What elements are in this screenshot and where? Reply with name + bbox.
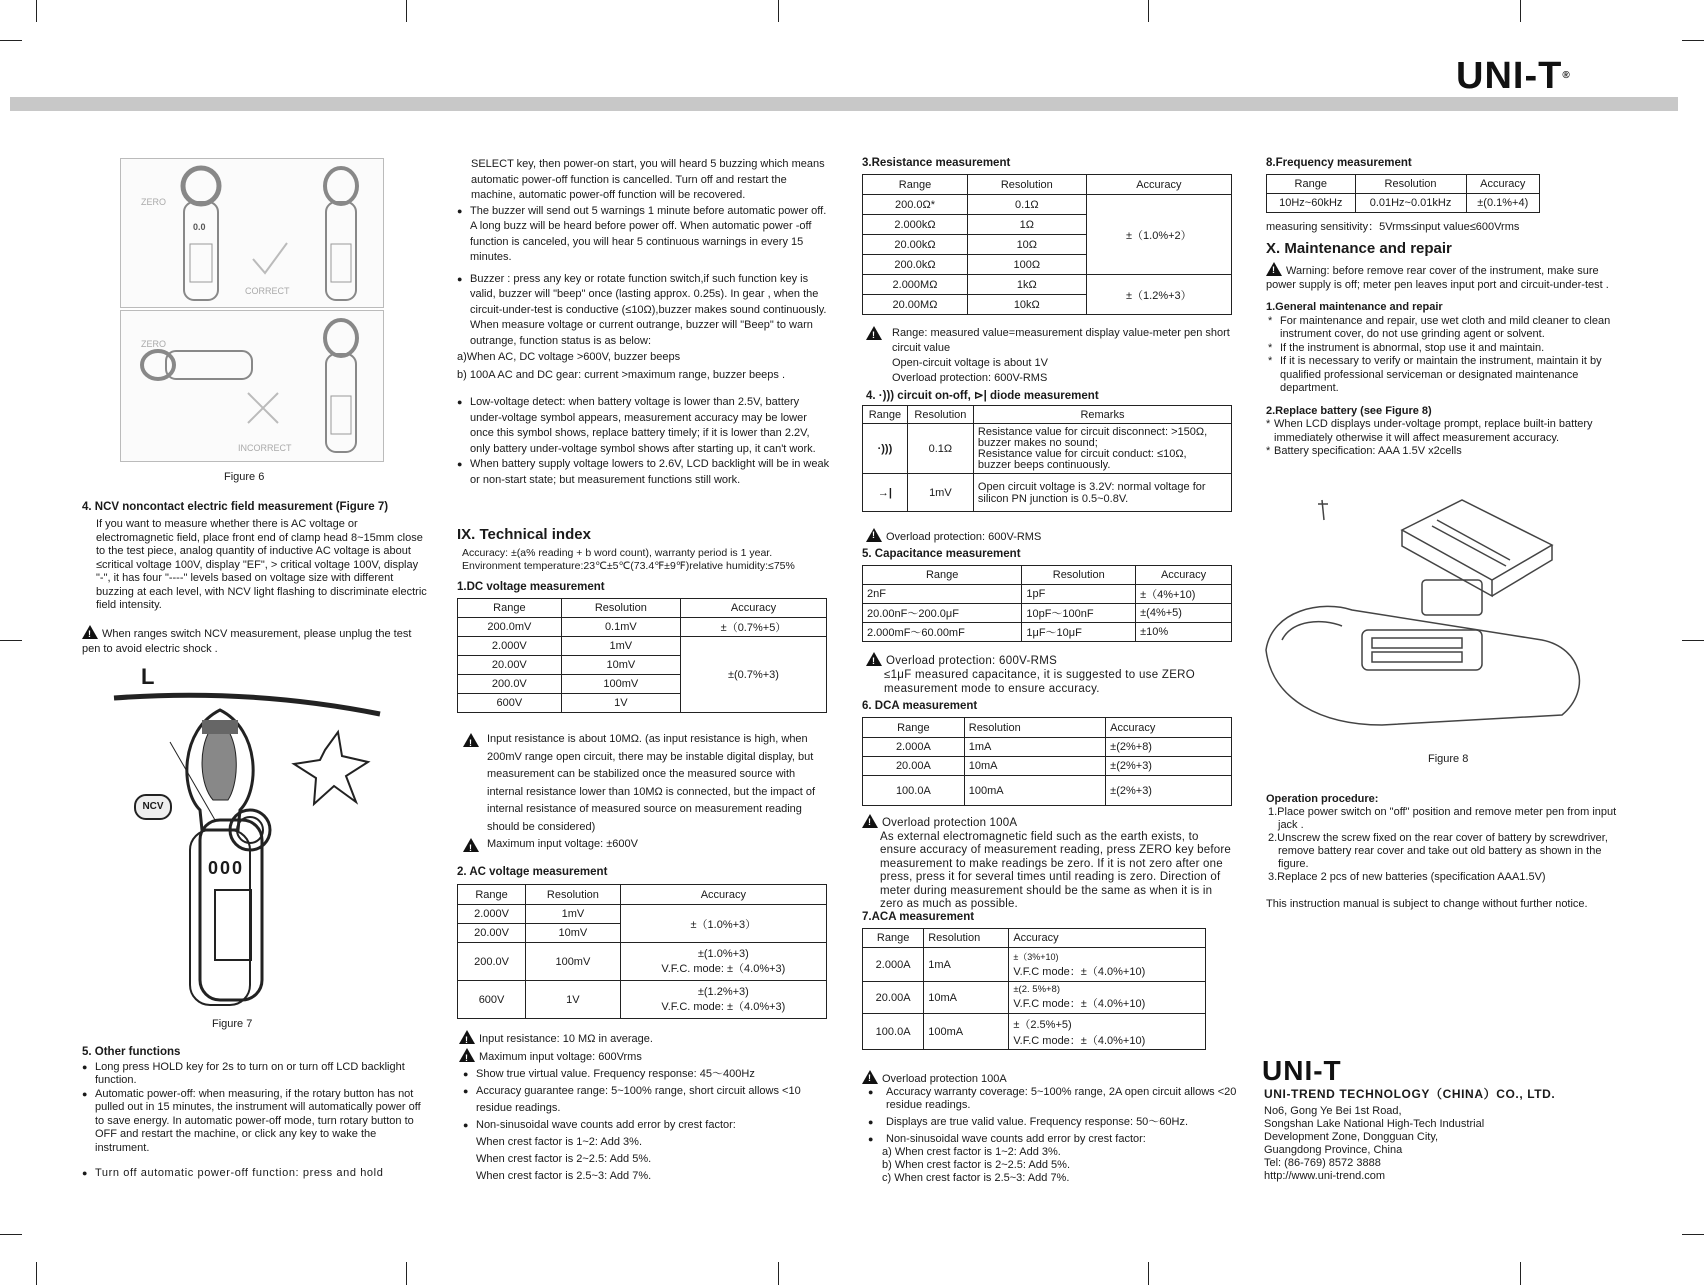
company-address: [1264, 1105, 1604, 1183]
list-item: 1.Place power switch on "off" position and remove meter pen from input jack .: [1268, 806, 1617, 831]
frequency-sensitivity: measuring sensitivity：5Vrms≤input value≤600Vrms: [1266, 221, 1520, 233]
table-header: Resolution: [907, 406, 973, 424]
table-cell: 100mA: [924, 1014, 1009, 1050]
table-header: Range: [863, 718, 965, 738]
table-cell: 1pF: [1022, 585, 1136, 604]
crop-mark: [406, 0, 407, 22]
figure-7-caption: Figure 7: [212, 1018, 253, 1030]
figure-7-illustration: [110, 690, 390, 1010]
ncv-badge: NCV: [134, 794, 172, 820]
table-cell: 10pF～100nF: [1022, 604, 1136, 623]
dca-table: [862, 717, 1232, 806]
table-cell: ±(2%+3): [1106, 757, 1232, 776]
table-header: Resolution: [561, 599, 680, 618]
ncv-title: 4. NCV noncontact electric field measurement (Figure 7): [82, 501, 389, 513]
environment-note: Environment temperature:23℃±5℃(73.4℉±9℉)relative humidity:≤75%: [462, 560, 795, 572]
table-cell: 10mA: [964, 757, 1105, 776]
table-cell: ±（4%+10): [1136, 585, 1232, 604]
header-bar: [10, 97, 1678, 111]
ac-notes: [459, 1030, 834, 1185]
other-title: 5. Other functions: [82, 1046, 181, 1058]
website-link: http://www.uni-trend.com: [1264, 1170, 1386, 1182]
crop-mark: [0, 1234, 22, 1235]
crop-mark: [778, 0, 779, 22]
table-cell: 100.0A: [863, 1014, 924, 1050]
crest-line: a) When crest factor is 1~2: Add 3%.: [882, 1146, 1061, 1158]
table-cell: ±(0.7%+3): [680, 637, 826, 713]
capacitance-table: [862, 565, 1232, 642]
crop-mark: [1682, 640, 1704, 641]
operation-section: [1266, 793, 1622, 911]
tech-index-intro: [462, 547, 842, 573]
crop-mark: [36, 1262, 37, 1285]
table-cell: 1kΩ: [967, 275, 1086, 295]
table-cell: Open circuit voltage is 3.2V: normal voltage for silicon PN junction is 0.5~0.8V.: [973, 474, 1231, 512]
table-cell: 20.00MΩ: [863, 295, 968, 315]
dc-title: 1.DC voltage measurement: [457, 581, 605, 593]
list-item: ● Show true virtual value. Frequency response: 45～400Hz: [463, 1066, 834, 1083]
notice: This instruction manual is subject to change without further notice.: [1266, 898, 1588, 910]
tech-index-title: IX. Technical index: [457, 526, 591, 543]
table-cell: 100mV: [561, 675, 680, 694]
table-header: Accuracy: [1086, 175, 1231, 195]
crop-mark: [1520, 1262, 1521, 1285]
table-header: Range: [863, 406, 908, 424]
warning-icon: [463, 838, 479, 852]
address-line: Development Zone, Dongguan City,: [1264, 1131, 1439, 1143]
table-cell: 600V: [458, 694, 562, 713]
table-cell: 10mV: [526, 924, 621, 943]
table-cell: 1Ω: [967, 215, 1086, 235]
table-cell: 200.0V: [458, 675, 562, 694]
table-cell: 1mV: [526, 905, 621, 924]
table-cell: 20.00V: [458, 924, 526, 943]
table-cell: 2nF: [863, 585, 1022, 604]
table-cell: ±(1.0%+3) V.F.C. mode: ±（4.0%+3): [620, 943, 826, 981]
crest-line: b) When crest factor is 2~2.5: Add 5%.: [882, 1159, 1071, 1171]
table-cell: 1mV: [561, 637, 680, 656]
table-header: Resolution: [526, 885, 621, 905]
clamp-meter-illustration: [176, 164, 226, 304]
capacitance-notes: [866, 652, 1238, 696]
cross-icon: [246, 391, 280, 425]
table-cell: 20.00A: [863, 982, 924, 1014]
beep-b: b) 100A AC and DC gear: current >maximum range, buzzer beeps .: [457, 368, 786, 381]
clamp-meter-illustration: [136, 346, 256, 386]
operation-title: Operation procedure:: [1266, 793, 1379, 805]
crop-mark: [0, 40, 22, 41]
list-item: * If it is necessary to verify or maintain the instrument, maintain it by qualified professional serviceman or designated maintenance department.: [1268, 355, 1602, 394]
list-item: * When LCD displays under-voltage prompt, replace built-in battery immediately otherwise it will affect measurement accuracy.: [1266, 418, 1593, 444]
table-cell: ±（1.0%+3）: [620, 905, 826, 943]
table-cell: 100.0A: [863, 776, 965, 806]
warning-icon: [862, 1070, 878, 1084]
figure-8-illustration: [1262, 490, 1602, 740]
accuracy-note: Accuracy: ±(a% reading + b word count), warranty period is 1 year.: [462, 547, 773, 559]
table-cell: ±（2.5%+5) V.F.C mode：±（4.0%+10): [1009, 1014, 1206, 1050]
list-item: ● Long press HOLD key for 2s to turn on or turn off LCD backlight function.: [82, 1061, 432, 1088]
table-header: Accuracy: [1136, 566, 1232, 585]
dca-title: 6. DCA measurement: [862, 700, 978, 712]
dca-text: As external electromagnetic field such as the earth exists, to ensure accuracy of measurement reading, press ZERO key before measurement to make readings be zero. If it is not zero after one press, press it for several times until reading is zero. Direction of meter during measurement should be the same as when it is in zero as much as possible.: [880, 830, 1231, 910]
ac-note: !Maximum input voltage: 600Vrms: [459, 1048, 834, 1066]
table-cell: ±（0.7%+5）: [680, 618, 826, 637]
crop-mark: [778, 1262, 779, 1285]
crop-mark: [1148, 1262, 1149, 1285]
company-logo: UNI-T: [1262, 1055, 1342, 1086]
address-line: Tel: (86-769) 8572 3888: [1264, 1157, 1381, 1169]
table-cell: 10mV: [561, 656, 680, 675]
continuity-title: 4. ·))) circuit on-off, ⊳| diode measurement: [866, 390, 1099, 402]
list-item: * If the instrument is abnormal, stop use it and maintain.: [1268, 341, 1545, 354]
capacitance-note: !Overload protection: 600V-RMS: [866, 652, 1238, 668]
warning-icon: [866, 652, 882, 666]
table-cell: 10kΩ: [967, 295, 1086, 315]
list-item: ● Accuracy guarantee range: 5~100% range, short circuit allows <10 residue readings.: [463, 1083, 834, 1117]
dc-notes: [457, 731, 832, 854]
list-item: ● Buzzer : press any key or rotate function switch,if such function key is valid, buzzer will "beep" once (lasting approx. 0.25s). In gear , when the circuit-under-test is conductive (≤10Ω),buzzer makes sound continuously. When measure voltage or current outrange, buzzer will "Beep" to warn outrange, function status is as below:: [457, 272, 832, 350]
warning-icon: [866, 326, 882, 340]
crop-mark: [406, 1262, 407, 1285]
table-cell: 1mV: [907, 474, 973, 512]
ac-note: !Input resistance: 10 MΩ in average.: [459, 1030, 834, 1048]
table-header: Accuracy: [1009, 929, 1206, 948]
dca-note: !Overload protection 100A: [862, 814, 1238, 831]
table-header: Resolution: [1355, 175, 1466, 194]
list-item: ● Displays are true valid value. Frequency response: 50～60Hz.: [868, 1116, 1238, 1129]
resistance-title: 3.Resistance measurement: [862, 157, 1011, 169]
warning-icon: [82, 625, 98, 639]
fig7-label-L: L: [141, 664, 155, 689]
table-cell: ±(0.1%+4): [1466, 194, 1539, 213]
general-title: 1.General maintenance and repair: [1266, 301, 1443, 313]
crop-mark: [0, 640, 22, 641]
crop-mark: [1148, 0, 1149, 22]
select-key-text: SELECT key, then power-on start, you will heard 5 buzzing which means automatic power-off function is cancelled. Turn off and restart the machine, automatic power-off function will be recovered.: [471, 158, 825, 201]
brand-logo: UNI-T®: [1456, 55, 1571, 97]
crop-mark: [36, 0, 37, 22]
diode-icon: →|: [863, 474, 908, 512]
table-header: Resolution: [1022, 566, 1136, 585]
table-cell: ±(2. 5%+8) V.F.C mode：±（4.0%+10): [1009, 982, 1206, 1014]
dc-voltage-table: [457, 598, 827, 713]
fig7-display: 000: [208, 858, 245, 878]
list-item: * Battery specification: AAA 1.5V x2cells: [1266, 445, 1462, 457]
list-item: ● Automatic power-off: when measuring, if the rotary button has not pulled out in 15 minutes, the instrument will automatically power off to save energy. In automatic power-off mode, turn rotary button to OFF and restart the machine, or click any key to wake the instrument.: [82, 1088, 432, 1156]
table-header: Range: [1267, 175, 1356, 194]
table-cell: 1μF～10μF: [1022, 623, 1136, 642]
warning-icon: [459, 1048, 475, 1062]
address-line: Songshan Lake National High-Tech Industrial: [1264, 1118, 1485, 1130]
warning-icon: [459, 1030, 475, 1044]
table-cell: ±（1.2%+3）: [1086, 275, 1231, 315]
capacitance-note: ≤1μF measured capacitance, it is suggested to use ZERO measurement mode to ensure accuracy.: [884, 669, 1196, 695]
table-header: Accuracy: [1106, 718, 1232, 738]
column-2-intro: [457, 157, 832, 488]
table-cell: Resistance value for circuit disconnect: >150Ω, buzzer makes no sound; Resistance value for circuit conduct: ≤10Ω, buzzer beeps continuously.: [973, 424, 1231, 474]
table-cell: 2.000MΩ: [863, 275, 968, 295]
resistance-note: Overload protection: 600V-RMS: [892, 372, 1048, 384]
continuity-note: !Overload protection: 600V-RMS: [866, 528, 1041, 543]
list-item: * For maintenance and repair, use wet cloth and mild cleaner to clean instrument cover, do not use grinding agent or solvent.: [1268, 314, 1611, 340]
table-cell: 0.1Ω: [907, 424, 973, 474]
table-cell: ±(2%+3): [1106, 776, 1232, 806]
battery-title: 2.Replace battery (see Figure 8): [1266, 404, 1432, 417]
table-cell: 1V: [526, 981, 621, 1019]
list-item: ● Non-sinusoidal wave counts add error by crest factor:: [868, 1133, 1238, 1146]
table-cell: 100mV: [526, 943, 621, 981]
table-cell: 1mA: [924, 948, 1009, 982]
buzzer-icon: ·))): [863, 424, 908, 474]
table-cell: 100mA: [964, 776, 1105, 806]
table-cell: 20.00V: [458, 656, 562, 675]
company-name: UNI-TREND TECHNOLOGY（CHINA）CO., LTD.: [1264, 1087, 1556, 1101]
list-item: ● The buzzer will send out 5 warnings 1 minute before automatic power off. A long buzz will be heard before power off. When automatic power -off function is canceled, you will hear 5 continuous warnings in every 15 minutes.: [457, 204, 832, 266]
table-header: Range: [863, 175, 968, 195]
table-cell: 200.0V: [458, 943, 526, 981]
table-cell: 2.000V: [458, 637, 562, 656]
crop-mark: [1682, 40, 1704, 41]
table-cell: 2.000kΩ: [863, 215, 968, 235]
table-cell: ±(2%+8): [1106, 738, 1232, 757]
figure-6-caption: Figure 6: [224, 471, 265, 483]
maintenance-warning: !Warning: before remove rear cover of the instrument, make sure power supply is off; meter pen leaves input port and circuit-under-test .: [1266, 262, 1612, 292]
resistance-note: Open-circuit voltage is about 1V: [892, 357, 1048, 369]
ncv-section: [82, 500, 428, 657]
table-cell: 2.000V: [458, 905, 526, 924]
table-cell: 2.000mF～60.00mF: [863, 623, 1022, 642]
crop-mark: [1520, 0, 1521, 22]
frequency-title: 8.Frequency measurement: [1266, 157, 1412, 169]
aca-note: !Overload protection 100A: [862, 1070, 1238, 1086]
dca-notes: [862, 814, 1238, 912]
beep-a: a)When AC, DC voltage >600V, buzzer beeps: [457, 351, 681, 363]
crest-line: When crest factor is 2~2.5: Add 5%.: [476, 1153, 652, 1165]
table-cell: ±（1.0%+2）: [1086, 195, 1231, 275]
table-header: Remarks: [973, 406, 1231, 424]
list-item: 3.Replace 2 pcs of new batteries (specification AAA1.5V): [1268, 871, 1546, 883]
table-header: Accuracy: [680, 599, 826, 618]
table-header: Resolution: [924, 929, 1009, 948]
other-functions-section: [82, 1046, 432, 1181]
table-cell: ±（3%+10) V.F.C mode：±（4.0%+10): [1009, 948, 1206, 982]
list-item: ● Turn off automatic power-off function: press and hold: [82, 1167, 432, 1181]
table-cell: 20.00kΩ: [863, 235, 968, 255]
list-item: 2.Unscrew the screw fixed on the rear cover of battery by screwdriver, remove battery rear cover and take out old battery as shown in the figure.: [1268, 832, 1608, 870]
table-header: Accuracy: [1466, 175, 1539, 194]
table-cell: 200.0kΩ: [863, 255, 968, 275]
list-item: ● Non-sinusoidal wave counts add error by crest factor:: [463, 1117, 834, 1134]
warning-icon: [463, 733, 479, 747]
list-item: ● Accuracy warranty coverage: 5~100% range, 2A open circuit allows <20 residue readings.: [868, 1086, 1238, 1112]
ncv-warning: !When ranges switch NCV measurement, please unplug the test pen to avoid electric shock .: [82, 625, 428, 657]
table-cell: 200.0Ω*: [863, 195, 968, 215]
resistance-table: [862, 174, 1232, 315]
resistance-note: ! Range: measured value=measurement display value-meter pen short circuit value: [866, 326, 1236, 356]
table-cell: ±(4%+5): [1136, 604, 1232, 623]
table-header: Resolution: [967, 175, 1086, 195]
table-cell: 20.00nF～200.0μF: [863, 604, 1022, 623]
check-icon: [249, 239, 289, 279]
table-header: Accuracy: [620, 885, 826, 905]
table-header: Range: [863, 929, 924, 948]
list-item: ● Low-voltage detect: when battery voltage is lower than 2.5V, battery under-voltage symbol appears, measurement accuracy may be lower once this symbol shows, replace battery timely; if it is lower than 2.2V, only battery under-voltage symbol shows after starting up, it can't work.: [457, 395, 832, 457]
list-item: ● When battery supply voltage lowers to 2.6V, LCD backlight will be in weak or non-start state; but measurement functions still work.: [457, 457, 832, 488]
continuity-table: [862, 405, 1232, 512]
dc-note-2: ! Maximum input voltage: ±600V: [457, 836, 832, 854]
maintenance-section: [1266, 262, 1612, 459]
clamp-meter-illustration: [316, 316, 366, 456]
table-cell: 10Hz~60kHz: [1267, 194, 1356, 213]
ac-title: 2. AC voltage measurement: [457, 866, 608, 878]
resistance-notes: [866, 326, 1236, 386]
figure-6-bottom-panel: ZERO INCORRECT: [120, 310, 384, 462]
table-header: Resolution: [964, 718, 1105, 738]
figure-6-top-panel: ZERO 0.0 CORRECT: [120, 158, 384, 308]
table-cell: 10Ω: [967, 235, 1086, 255]
warning-icon: [1266, 262, 1282, 276]
table-cell: ±10%: [1136, 623, 1232, 642]
table-cell: 20.00A: [863, 757, 965, 776]
aca-title: 7.ACA measurement: [862, 911, 975, 923]
table-cell: 2.000A: [863, 738, 965, 757]
figure-8-caption: Figure 8: [1428, 753, 1469, 765]
address-line: Guangdong Province, China: [1264, 1144, 1403, 1156]
ac-voltage-table: [457, 884, 827, 1019]
table-cell: 2.000A: [863, 948, 924, 982]
maintenance-title: X. Maintenance and repair: [1266, 240, 1452, 257]
warning-icon: [862, 814, 878, 828]
aca-notes: [862, 1070, 1238, 1185]
address-line: No6, Gong Ye Bei 1st Road,: [1264, 1105, 1402, 1117]
table-cell: 0.1Ω: [967, 195, 1086, 215]
table-cell: 1V: [561, 694, 680, 713]
frequency-table: [1266, 174, 1540, 213]
clamp-meter-illustration: [316, 164, 366, 304]
table-cell: 100Ω: [967, 255, 1086, 275]
aca-table: [862, 928, 1206, 1050]
crest-line: When crest factor is 1~2: Add 3%.: [476, 1136, 642, 1148]
table-cell: 1mA: [964, 738, 1105, 757]
dc-note-1: ! Input resistance is about 10MΩ. (as input resistance is high, when 200mV range open circuit, there may be instable digital display, but measurement can be stabilized once the measured source with internal resistance lower than 10MΩ is connected, but the impact of internal resistance of measured source on measurement reading should be considered): [457, 731, 832, 836]
table-cell: 0.01Hz~0.01kHz: [1355, 194, 1466, 213]
table-cell: 10mA: [924, 982, 1009, 1014]
table-header: Range: [458, 885, 526, 905]
table-header: Range: [863, 566, 1022, 585]
table-cell: 0.1mV: [561, 618, 680, 637]
crop-mark: [1682, 1234, 1704, 1235]
table-cell: 600V: [458, 981, 526, 1019]
table-cell: ±(1.2%+3) V.F.C. mode: ±（4.0%+3): [620, 981, 826, 1019]
crest-line: When crest factor is 2.5~3: Add 7%.: [476, 1170, 652, 1182]
table-header: Range: [458, 599, 562, 618]
ncv-text: If you want to measure whether there is AC voltage or electromagnetic field, place front end of clamp head 8~15mm close to the test piece, analog quantity of inductive AC voltage is about ≤critical voltage 100V, display "EF", > critical voltage 100V, display "-", it has four "----" levels based on voltage size with different buzzing at each level, with NCV light flashing to discriminate electric field intensity.: [96, 518, 427, 611]
crest-line: c) When crest factor is 2.5~3: Add 7%.: [882, 1172, 1070, 1184]
table-cell: 200.0mV: [458, 618, 562, 637]
capacitance-title: 5. Capacitance measurement: [862, 548, 1021, 560]
warning-icon: [866, 528, 882, 542]
